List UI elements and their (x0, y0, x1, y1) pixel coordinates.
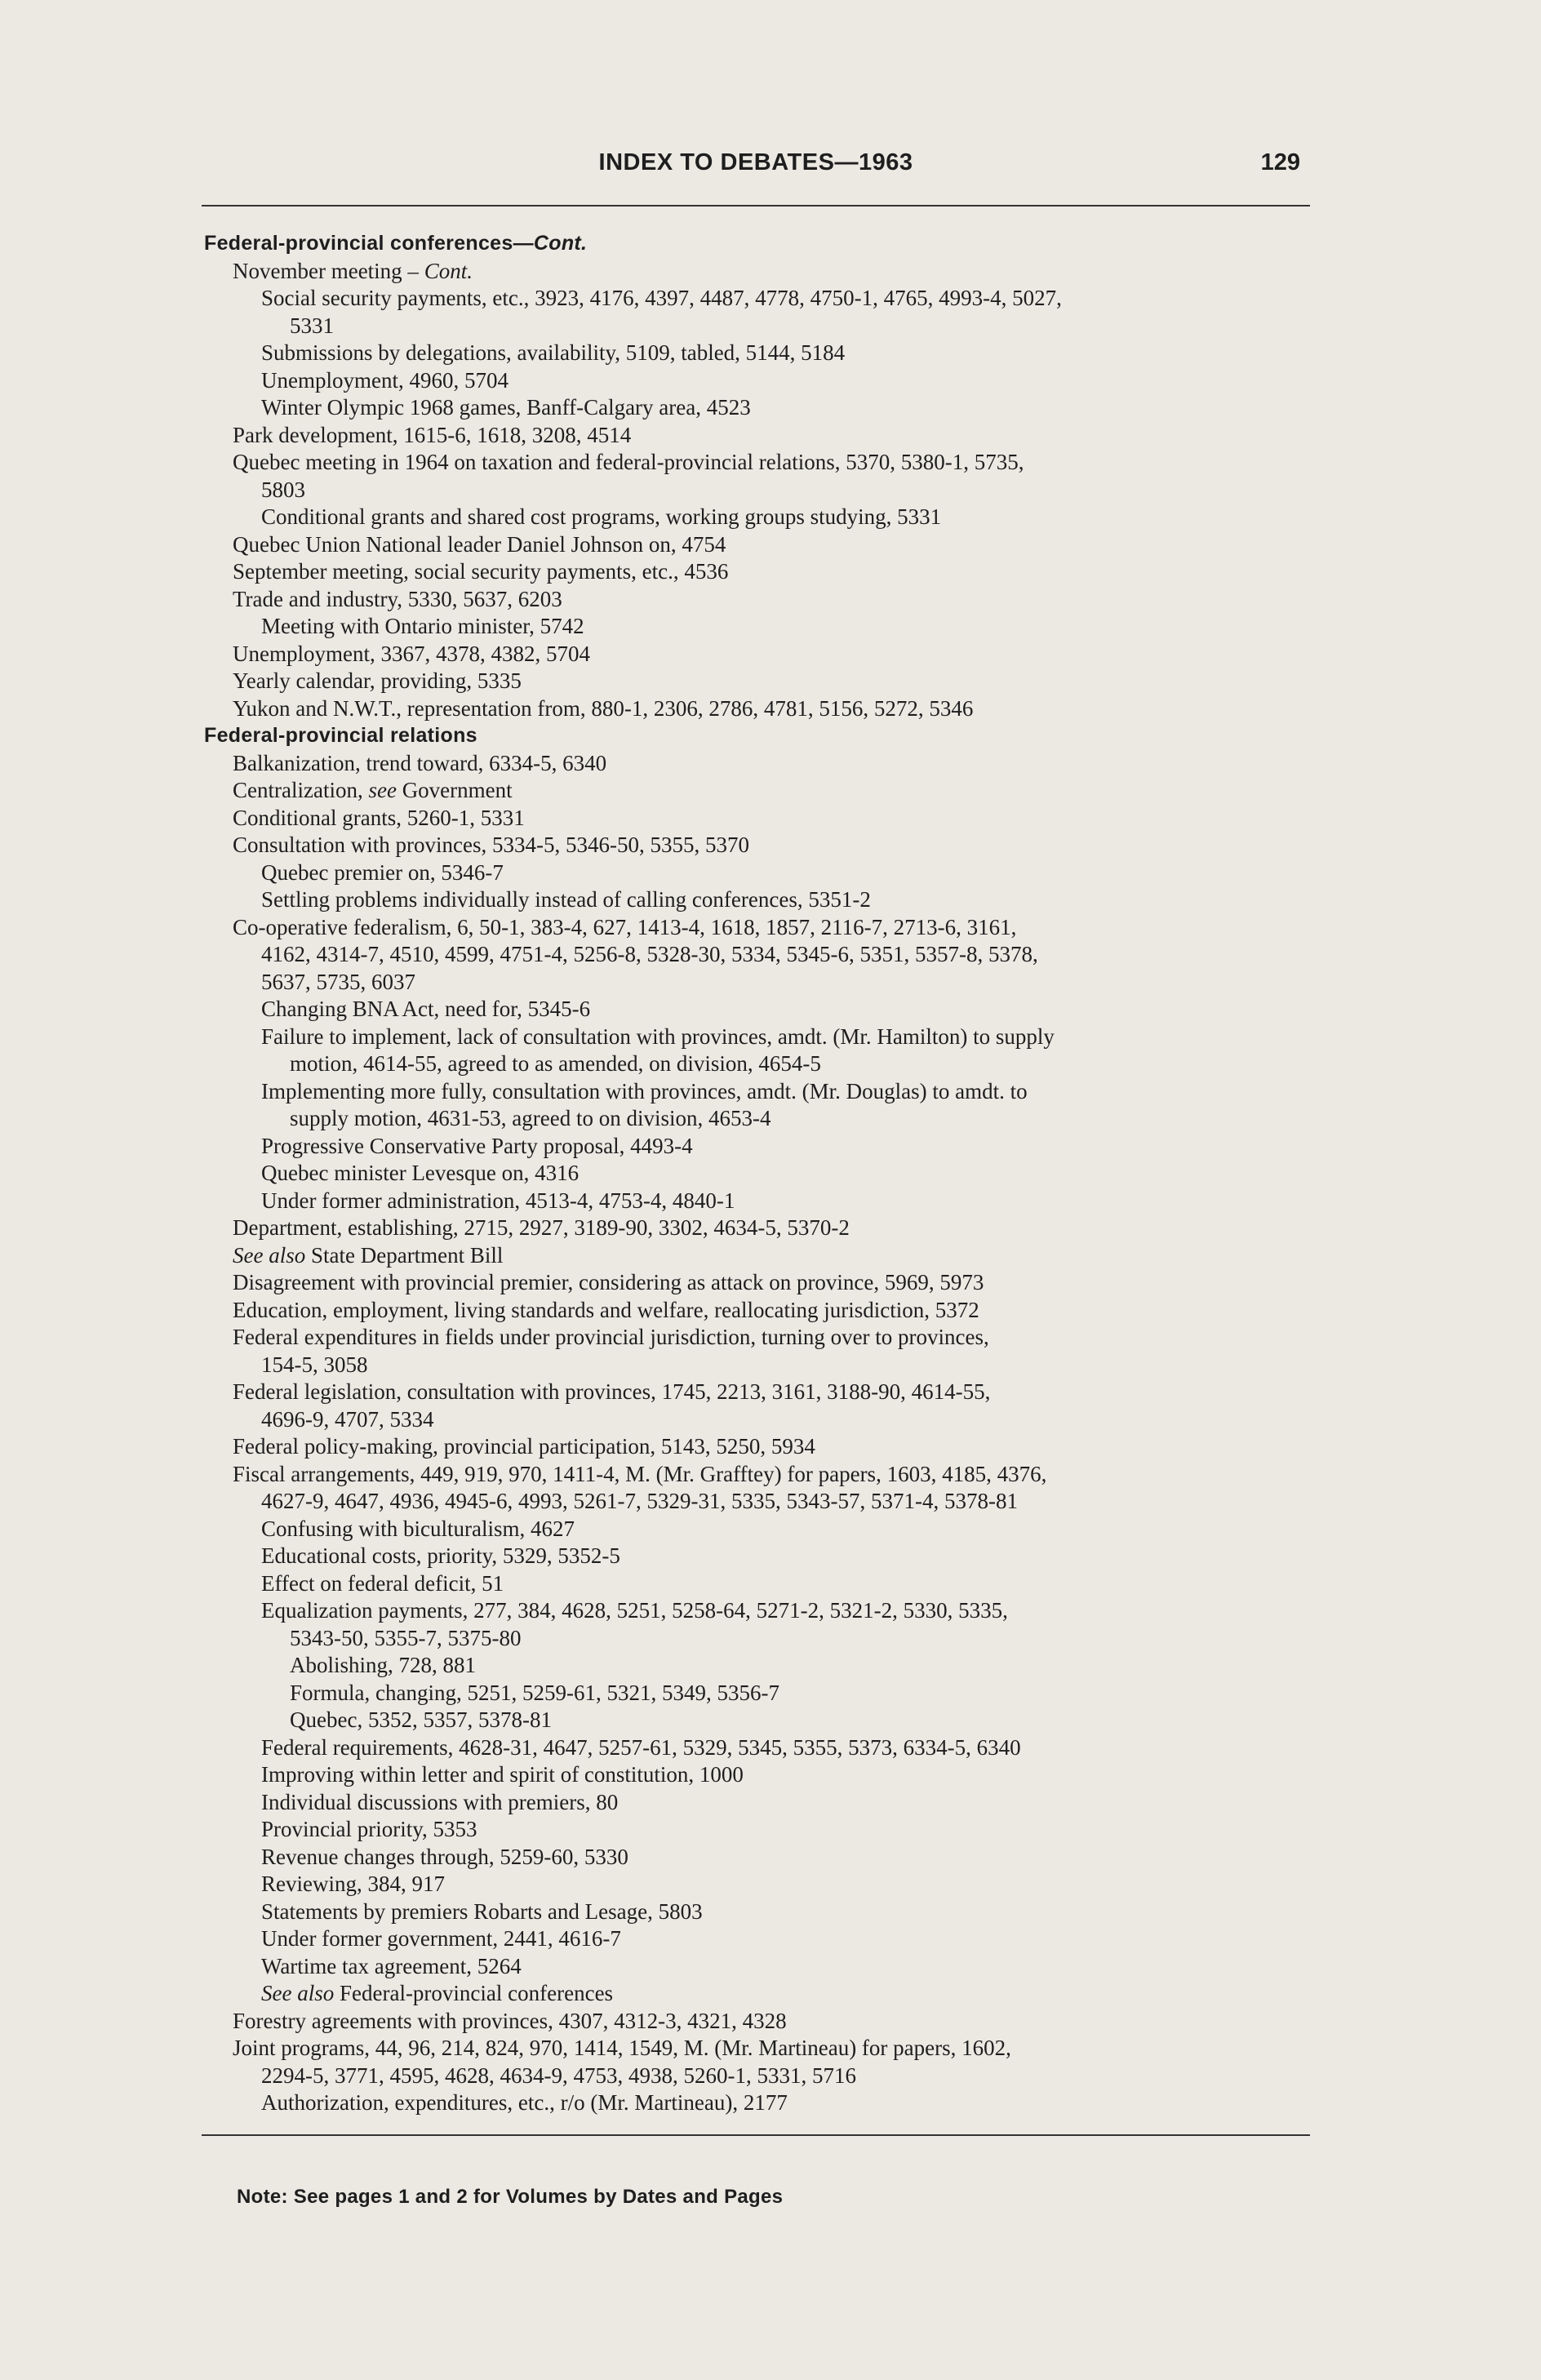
header-rule (202, 205, 1310, 206)
index-entry (204, 2008, 1347, 2036)
index-entry (204, 859, 1347, 887)
index-entry (204, 1625, 1347, 1653)
entry-text: Formula, changing, 5251, 5259-61, 5321, 5349, 5356-7 (290, 1680, 779, 1705)
entry-text: Federal-provincial relations (204, 724, 477, 747)
entry-text: Quebec, 5352, 5357, 5378-81 (290, 1707, 552, 1732)
index-entry (204, 1188, 1347, 1215)
entry-text: Quebec premier on, 5346-7 (261, 859, 504, 885)
index-entry (204, 1105, 1347, 1133)
running-head (202, 143, 1310, 184)
index-entry (204, 1050, 1347, 1078)
entry-text: supply motion, 4631-53, agreed to on division, 4653-4 (290, 1106, 771, 1130)
index-entry (204, 1652, 1347, 1680)
index-entry (204, 1461, 1347, 1489)
index-entry (204, 1925, 1347, 1953)
index-entry (204, 531, 1347, 559)
index-entry (204, 1269, 1347, 1297)
index-entry (204, 1871, 1347, 1898)
index-entry (204, 1433, 1347, 1461)
see-also-label: See also (261, 1981, 335, 2005)
index-entry (204, 641, 1347, 668)
index-entry (204, 313, 1347, 340)
entry-text: Progressive Conservative Party proposal, 4493-4 (261, 1133, 693, 1158)
entry-text: Conditional grants and shared cost programs, working groups studying, 5331 (261, 504, 942, 529)
index-entry (204, 777, 1347, 805)
entry-text: Meeting with Ontario minister, 5742 (261, 614, 584, 638)
entry-text: Fiscal arrangements, 449, 919, 970, 1411-4, M. (Mr. Grafftey) for papers, 1603, 4185, 4376, (233, 1461, 1047, 1486)
entry-text: Department, establishing, 2715, 2927, 3189-90, 3302, 4634-5, 5370-2 (233, 1215, 850, 1240)
entry-text: Park development, 1615-6, 1618, 3208, 4514 (233, 422, 632, 447)
entry-text: Settling problems individually instead of calling conferences, 5351-2 (261, 887, 871, 912)
index-entry (204, 1680, 1347, 1707)
index-entry (204, 285, 1347, 313)
index-entry (204, 1324, 1347, 1352)
entry-text: 2294-5, 3771, 4595, 4628, 4634-9, 4753, 4938, 5260-1, 5331, 5716 (261, 2063, 856, 2088)
index-entry (204, 1707, 1347, 1734)
index-entry (204, 969, 1347, 997)
continued-label: Cont. (533, 232, 588, 255)
entry-text: Provincial priority, 5353 (261, 1817, 477, 1841)
see-label: see (368, 778, 397, 802)
entry-text: Quebec meeting in 1964 on taxation and federal-provincial relations, 5370, 5380-1, 5735, (233, 450, 1024, 474)
index-entry (204, 1980, 1347, 2008)
index-entry (204, 2089, 1347, 2117)
entry-text: 154-5, 3058 (261, 1352, 368, 1377)
entry-text: Conditional grants, 5260-1, 5331 (233, 805, 525, 830)
index-entry (204, 1023, 1347, 1051)
index-entry (204, 1953, 1347, 1981)
index-entries (204, 230, 1347, 2117)
entry-text: Individual discussions with premiers, 80 (261, 1789, 619, 1814)
index-heading (204, 722, 1347, 750)
entry-text: Quebec Union National leader Daniel Johnson on, 4754 (233, 531, 726, 557)
entry-text: Federal policy-making, provincial participation, 5143, 5250, 5934 (233, 1434, 815, 1459)
index-entry (204, 695, 1347, 723)
index-entry (204, 1406, 1347, 1434)
entry-text: Federal-provincial conferences— (204, 232, 534, 255)
index-entry (204, 1844, 1347, 1872)
entry-text: Quebec minister Levesque on, 4316 (261, 1161, 580, 1185)
page-number: 129 (1260, 149, 1300, 175)
entry-text: Changing BNA Act, need for, 5345-6 (261, 997, 591, 1021)
entry-text: Co-operative federalism, 6, 50-1, 383-4, 627, 1413-4, 1618, 1857, 2116-7, 2713-6, 3161, (233, 914, 1017, 939)
entry-text: 5343-50, 5355-7, 5375-80 (290, 1625, 522, 1650)
index-entry (204, 1352, 1347, 1379)
entry-text: Abolishing, 728, 881 (290, 1653, 477, 1677)
index-entry (204, 1242, 1347, 1270)
entry-text: Yearly calendar, providing, 5335 (233, 668, 522, 693)
index-entry (204, 1379, 1347, 1406)
index-entry (204, 1761, 1347, 1789)
index-entry (204, 586, 1347, 614)
entry-text: Balkanization, trend toward, 6334-5, 6340 (233, 750, 607, 775)
entry-text: Under former government, 2441, 4616-7 (261, 1926, 621, 1951)
entry-text: Centralization, (233, 778, 369, 802)
entry-text: Under former administration, 4513-4, 4753-4, 4840-1 (261, 1188, 735, 1213)
entry-text: Winter Olympic 1968 games, Banff-Calgary area, 4523 (261, 395, 751, 420)
index-entry (204, 258, 1347, 286)
entry-text: Social security payments, etc., 3923, 4176, 4397, 4487, 4778, 4750-1, 4765, 4993-4, 5027, (261, 286, 1062, 310)
entry-text: Authorization, expenditures, etc., r/o (Mr. Martineau), 2177 (261, 2090, 788, 2115)
entry-text: motion, 4614-55, agreed to as amended, on division, 4654-5 (290, 1051, 821, 1076)
entry-text: Federal-provincial conferences (334, 1981, 614, 2005)
index-heading (204, 230, 1347, 258)
index-entry (204, 2035, 1347, 2063)
index-entry (204, 1597, 1347, 1625)
index-entry (204, 2063, 1347, 2090)
entry-text: 5803 (261, 477, 305, 502)
entry-text: Confusing with biculturalism, 4627 (261, 1516, 575, 1541)
entry-text: Reviewing, 384, 917 (261, 1872, 445, 1896)
index-entry (204, 1297, 1347, 1325)
entry-text: Unemployment, 3367, 4378, 4382, 5704 (233, 641, 590, 666)
index-entry (204, 1734, 1347, 1762)
footnote: Note: See pages 1 and 2 for Volumes by Dates and Pages (237, 2186, 784, 2208)
entry-text: Revenue changes through, 5259-60, 5330 (261, 1844, 628, 1869)
page-title: INDEX TO DEBATES—1963 (598, 149, 913, 175)
index-entry (204, 422, 1347, 450)
index-entry (204, 832, 1347, 859)
entry-text-after: Government (396, 778, 513, 802)
entry-text: Statements by premiers Robarts and Lesage, 5803 (261, 1898, 703, 1924)
index-entry (204, 1160, 1347, 1188)
entry-text: Forestry agreements with provinces, 4307, 4312-3, 4321, 4328 (233, 2008, 787, 2033)
entry-text: 5331 (290, 313, 334, 338)
entry-text: 4162, 4314-7, 4510, 4599, 4751-4, 5256-8, 5328-30, 5334, 5345-6, 5351, 5357-8, 5378, (261, 942, 1038, 966)
continued-label: Cont. (424, 258, 473, 283)
entry-text: September meeting, social security payments, etc., 4536 (233, 559, 729, 584)
entry-text: Wartime tax agreement, 5264 (261, 1953, 522, 1978)
entry-text: Submissions by delegations, availability, 5109, tabled, 5144, 5184 (261, 340, 846, 365)
index-entry (204, 750, 1347, 778)
entry-text: Federal requirements, 4628-31, 4647, 5257-61, 5329, 5345, 5355, 5373, 6334-5, 6340 (261, 1734, 1021, 1760)
entry-text: Educational costs, priority, 5329, 5352-5 (261, 1543, 620, 1568)
entry-text: November meeting – (233, 258, 424, 283)
entry-text: Implementing more fully, consultation with provinces, amdt. (Mr. Douglas) to amdt. to (261, 1078, 1028, 1103)
entry-text: Improving within letter and spirit of constitution, 1000 (261, 1762, 744, 1787)
entry-text: Failure to implement, lack of consultation with provinces, amdt. (Mr. Hamilton) to supply (261, 1023, 1055, 1049)
index-entry (204, 805, 1347, 833)
index-entry (204, 1488, 1347, 1516)
index-entry (204, 477, 1347, 504)
entry-text: Disagreement with provincial premier, considering as attack on province, 5969, 5973 (233, 1270, 984, 1294)
index-entry (204, 1516, 1347, 1543)
index-entry (204, 1078, 1347, 1106)
entry-text: Effect on federal deficit, 51 (261, 1570, 504, 1596)
entry-text: Trade and industry, 5330, 5637, 6203 (233, 586, 562, 611)
index-entry (204, 1898, 1347, 1926)
entry-text: 5637, 5735, 6037 (261, 969, 415, 994)
entry-text: 4627-9, 4647, 4936, 4945-6, 4993, 5261-7, 5329-31, 5335, 5343-57, 5371-4, 5378-81 (261, 1489, 1018, 1513)
index-entry (204, 1789, 1347, 1817)
entry-text: State Department Bill (305, 1242, 504, 1268)
index-entry (204, 394, 1347, 422)
entry-text: Federal legislation, consultation with provinces, 1745, 2213, 3161, 3188-90, 4614-55, (233, 1379, 991, 1404)
index-entry (204, 996, 1347, 1023)
index-entry (204, 504, 1347, 531)
index-entry (204, 941, 1347, 969)
index-entry (204, 1570, 1347, 1598)
index-entry (204, 886, 1347, 914)
see-also-label: See also (233, 1242, 306, 1268)
entry-text: 4696-9, 4707, 5334 (261, 1406, 434, 1432)
entry-text: Equalization payments, 277, 384, 4628, 5251, 5258-64, 5271-2, 5321-2, 5330, 5335, (261, 1598, 1008, 1623)
entry-text: Consultation with provinces, 5334-5, 5346-50, 5355, 5370 (233, 833, 749, 857)
entry-text: Unemployment, 4960, 5704 (261, 367, 508, 393)
index-entry (204, 914, 1347, 942)
index-entry (204, 367, 1347, 395)
index-entry (204, 1214, 1347, 1242)
index-entry (204, 1816, 1347, 1844)
entry-text: Yukon and N.W.T., representation from, 880-1, 2306, 2786, 4781, 5156, 5272, 5346 (233, 695, 974, 721)
entry-text: Joint programs, 44, 96, 214, 824, 970, 1414, 1549, M. (Mr. Martineau) for papers, 1602, (233, 2036, 1011, 2060)
index-entry (204, 1133, 1347, 1161)
footer-rule (202, 2134, 1310, 2136)
entry-text: Federal expenditures in fields under provincial jurisdiction, turning over to provinces, (233, 1325, 989, 1349)
index-entry (204, 558, 1347, 586)
index-entry (204, 1543, 1347, 1570)
entry-text: Education, employment, living standards and welfare, reallocating jurisdiction, 5372 (233, 1297, 979, 1322)
index-entry (204, 340, 1347, 367)
index-entry (204, 668, 1347, 695)
index-entry (204, 449, 1347, 477)
index-entry (204, 613, 1347, 641)
